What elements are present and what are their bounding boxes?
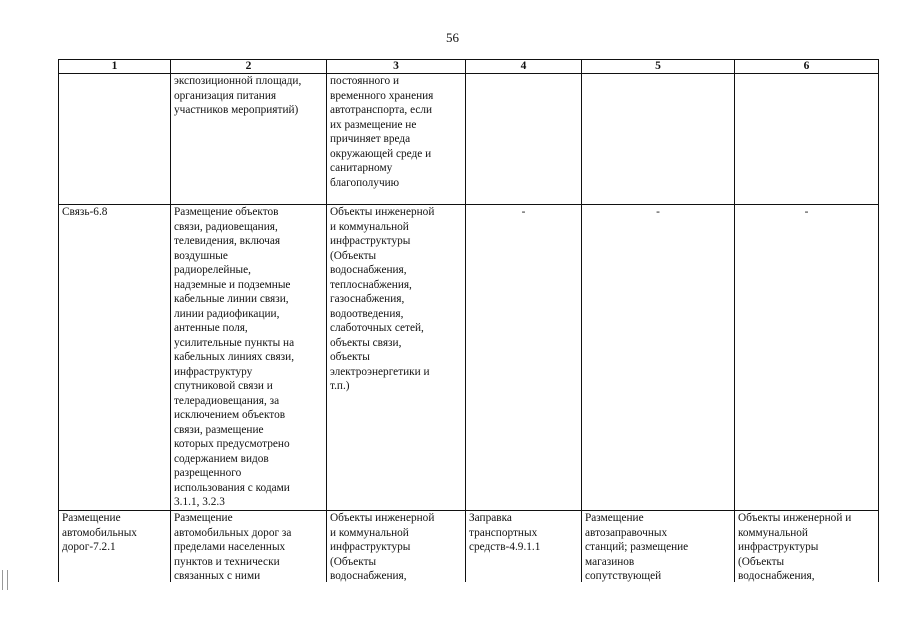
cell-text-line: Объекты инженерной bbox=[330, 206, 435, 218]
cell-text-line: - bbox=[804, 206, 809, 218]
col-header-5: 5 bbox=[582, 60, 735, 74]
cell-text-line: телевидения, включая bbox=[174, 235, 281, 247]
cell-text-line: антенные поля, bbox=[174, 322, 248, 334]
cell-text-line: Размещение объектов bbox=[174, 206, 279, 218]
cell-text-line: объекты связи, bbox=[330, 336, 402, 349]
cell-text-line: - bbox=[521, 206, 526, 218]
cell-text-line: т.п.) bbox=[330, 380, 350, 392]
cell-text-line: инфраструктуру bbox=[174, 365, 253, 378]
cell-text-line: (Объекты bbox=[330, 249, 377, 262]
cell-text-line: экспозиционной площади, bbox=[174, 75, 302, 87]
cell-text-line: благополучию bbox=[330, 176, 400, 189]
cell-text-line: Объекты инженерной bbox=[330, 512, 435, 524]
cell bbox=[582, 74, 735, 205]
cell-text-line: содержанием видов bbox=[174, 452, 269, 465]
cell-text-line: Размещение bbox=[62, 512, 121, 524]
cell bbox=[735, 205, 879, 511]
cell-text-line: газоснабжения, bbox=[330, 293, 405, 305]
cell-text-line: радиорелейные, bbox=[174, 264, 251, 276]
cell-text-line: слаботочных сетей, bbox=[330, 322, 424, 334]
col-header-2: 2 bbox=[171, 60, 327, 74]
table-row bbox=[59, 205, 879, 511]
permitted-use-table bbox=[58, 59, 879, 585]
cell-text-line: связи, радиовещания, bbox=[174, 220, 278, 233]
cell-text-line: пределами населенных bbox=[174, 541, 286, 553]
cell-text-line: Размещение bbox=[585, 512, 644, 524]
cell-text-line: участников мероприятий) bbox=[174, 104, 299, 116]
cell-text-line: окружающей среде и bbox=[330, 147, 432, 160]
col-header-4: 4 bbox=[466, 60, 582, 74]
cell-text-line: средств-4.9.1.1 bbox=[469, 541, 541, 553]
cell-text-line: Связь-6.8 bbox=[62, 206, 108, 218]
cell-text-line: автозаправочных bbox=[585, 526, 668, 539]
cell-text-line: пунктов и технически bbox=[174, 555, 280, 568]
col-header-1: 1 bbox=[59, 60, 171, 74]
cell bbox=[327, 205, 466, 511]
cell-text-line: связи, размещение bbox=[174, 423, 264, 436]
cell-text-line: автомобильных bbox=[62, 526, 137, 539]
cell-text-line: теплоснабжения, bbox=[330, 278, 412, 291]
cell-text-line: объекты bbox=[330, 351, 370, 363]
cell-text-line: их размещение не bbox=[330, 118, 417, 131]
cell-text-line: временного хранения bbox=[330, 89, 434, 102]
cell-text-line: использования с кодами bbox=[174, 481, 290, 494]
cell bbox=[735, 511, 879, 585]
cell bbox=[735, 74, 879, 205]
cell-text-line: инфраструктуры bbox=[330, 235, 411, 247]
cell-text-line: автотранспорта, если bbox=[330, 104, 433, 116]
cell-text-line: автомобильных дорог за bbox=[174, 526, 292, 539]
cell-text-line: Размещение bbox=[174, 512, 233, 524]
col-header-6: 6 bbox=[735, 60, 879, 74]
table-row bbox=[59, 511, 879, 585]
cell-text-line: сопутствующей bbox=[585, 570, 662, 582]
cell bbox=[582, 205, 735, 511]
cell-text-line: коммунальной bbox=[738, 526, 808, 539]
margin-mark bbox=[2, 570, 8, 590]
cell-text-line: магазинов bbox=[585, 555, 635, 568]
cell-text-line: водоснабжения, bbox=[330, 264, 407, 276]
cell-text-line: разрещенного bbox=[174, 467, 242, 479]
cell bbox=[466, 205, 582, 511]
cell bbox=[466, 511, 582, 585]
cell-text-line: 3.1.1, 3.2.3 bbox=[174, 496, 225, 508]
cell-text-line: водоснабжения, bbox=[738, 570, 815, 582]
cell bbox=[327, 511, 466, 585]
cell-text-line: электроэнергетики и bbox=[330, 365, 430, 378]
cell bbox=[582, 511, 735, 585]
cell-text-line: санитарному bbox=[330, 162, 393, 174]
cell-text-line: надземные и подземные bbox=[174, 278, 291, 291]
cell-text-line: водоотведения, bbox=[330, 307, 404, 320]
cell bbox=[59, 74, 171, 205]
cell bbox=[59, 205, 171, 511]
cell-text-line: кабельные линии связи, bbox=[174, 293, 289, 305]
cell-text-line: - bbox=[656, 206, 660, 218]
cell-text-line: транспортных bbox=[469, 526, 538, 539]
cell-text-line: которых предусмотрено bbox=[174, 438, 290, 450]
cell-text-line: исключением объектов bbox=[174, 409, 286, 421]
cell-text-line: и коммунальной bbox=[330, 526, 409, 539]
cell-text-line: водоснабжения, bbox=[330, 570, 407, 582]
cell bbox=[171, 74, 327, 205]
cell-text-line: воздушные bbox=[174, 249, 228, 262]
cell bbox=[327, 74, 466, 205]
cell-text-line: (Объекты bbox=[738, 555, 785, 568]
cell-text-line: спутниковой связи и bbox=[174, 380, 273, 392]
cell-text-line: и коммунальной bbox=[330, 220, 409, 233]
cell-text-line: инфраструктуры bbox=[330, 541, 411, 553]
cell-text-line: дорог-7.2.1 bbox=[62, 541, 116, 553]
cell bbox=[466, 74, 582, 205]
cell-text-line: Объекты инженерной и bbox=[738, 512, 852, 524]
cell-text-line: связанных с ними bbox=[174, 570, 261, 582]
cell-text-line: линии радиофикации, bbox=[174, 307, 280, 320]
col-header-3: 3 bbox=[327, 60, 466, 74]
cell bbox=[59, 511, 171, 585]
cell-text-line: постоянного и bbox=[330, 75, 400, 87]
cell-text-line: инфраструктуры bbox=[738, 541, 819, 553]
cell-text-line: станций; размещение bbox=[585, 541, 689, 553]
cell-text-line: организация питания bbox=[174, 89, 277, 102]
cell bbox=[171, 511, 327, 585]
header-row bbox=[59, 60, 879, 74]
cell-text-line: причиняет вреда bbox=[330, 133, 411, 145]
cell-text-line: Заправка bbox=[469, 512, 512, 524]
cell bbox=[171, 205, 327, 511]
page-cutoff bbox=[0, 582, 905, 640]
cell-text-line: кабельных линиях связи, bbox=[174, 351, 295, 363]
page-number: 56 bbox=[446, 30, 459, 45]
table-row bbox=[59, 74, 879, 205]
cell-text-line: телерадиовещания, за bbox=[174, 394, 280, 407]
cell-text-line: (Объекты bbox=[330, 555, 377, 568]
cell-text-line: усилительные пункты на bbox=[174, 336, 295, 349]
